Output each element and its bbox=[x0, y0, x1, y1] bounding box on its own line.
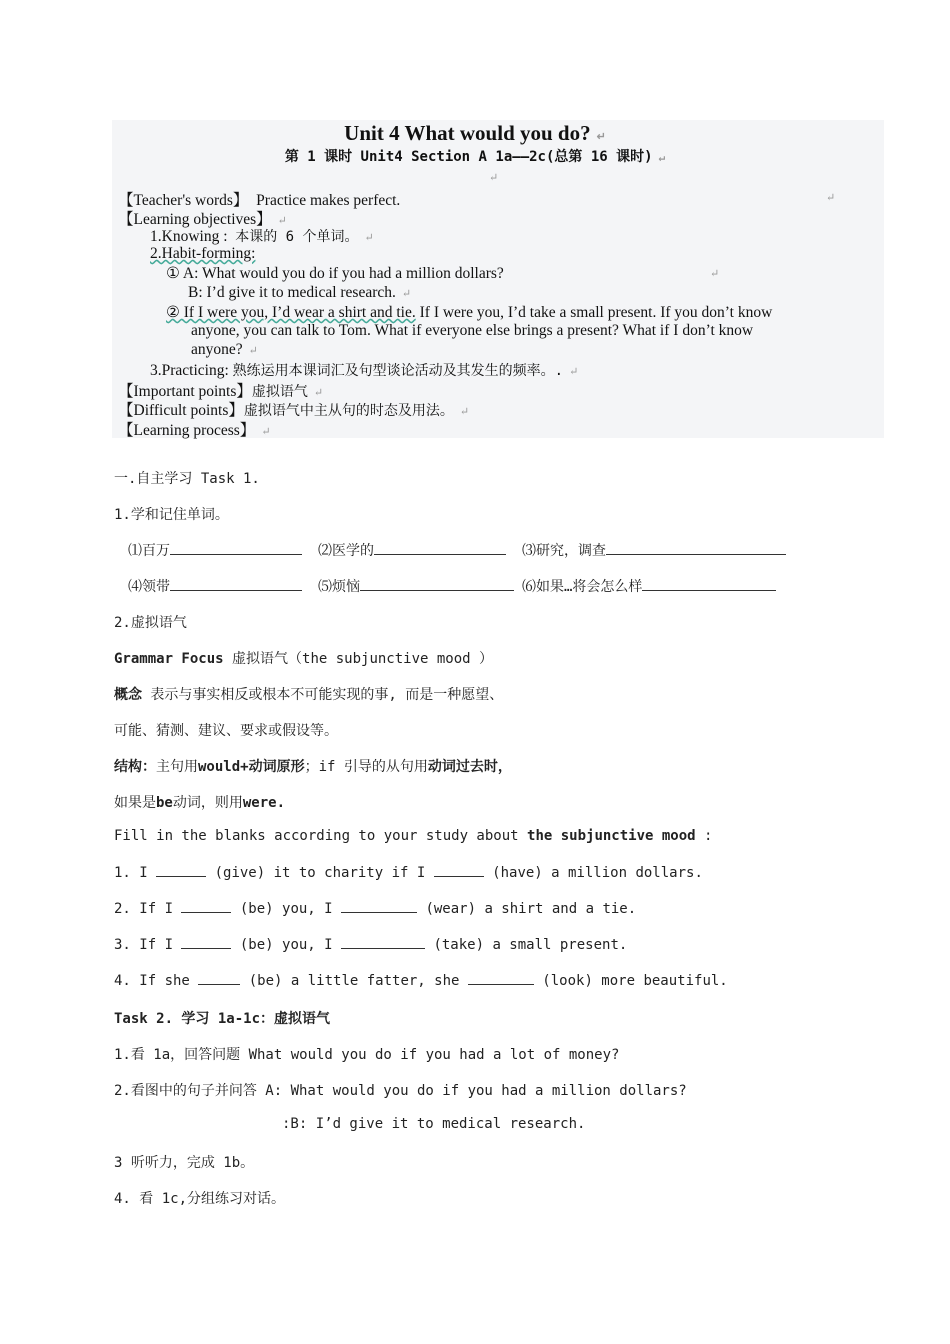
habit-dialog-b: B: I’d give it to medical research. ↵ bbox=[188, 284, 412, 301]
task2-step-2-answer: :B: I’d give it to medical research. bbox=[282, 1116, 586, 1132]
learning-process-label: 【Learning process】 ↵ bbox=[118, 422, 271, 439]
return-mark-icon: ↵ bbox=[710, 268, 720, 280]
learning-objectives-label: 【Learning objectives】 ↵ bbox=[118, 211, 287, 228]
be-verb-line: 如果是be动词，则用were. bbox=[114, 795, 286, 811]
concept-line: 概念 表示与事实相反或根本不可能实现的事, 而是一种愿望、 bbox=[114, 687, 504, 703]
answer-blank[interactable] bbox=[181, 900, 231, 913]
word-item: ⑶研究，调查 bbox=[522, 540, 786, 560]
habit-dialog-a: ① A: What would you do if you had a million dollars? bbox=[166, 265, 504, 282]
habit-example-2: ② If I were you, I’d wear a shirt and tie. If I were you, I’d take a small present. If you don’t know bbox=[166, 304, 773, 321]
return-mark-icon: ↵ bbox=[826, 192, 836, 204]
grammar-focus: Grammar Focus 虚拟语气（the subjunctive mood ） bbox=[114, 651, 494, 667]
exercise-2: 2. If I (be) you, I (wear) a shirt and a tie. bbox=[114, 901, 637, 917]
task2-step-2: 2.看图中的句子并问答 A: What would you do if you had a million dollars? bbox=[114, 1083, 687, 1099]
task2-step-1: 1.看 1a，回答问题 What would you do if you had a lot of money? bbox=[114, 1047, 620, 1063]
words-title: 1.学和记住单词。 bbox=[114, 507, 229, 523]
unit-title: Unit 4 What would you do? ↵ bbox=[344, 121, 606, 145]
answer-blank[interactable] bbox=[341, 900, 417, 913]
fill-instructions: Fill in the blanks according to your study about the subjunctive mood : bbox=[114, 828, 713, 844]
word-item: ⑹如果…将会怎么样 bbox=[522, 576, 776, 596]
word-item: ⑸烦恼 bbox=[318, 576, 514, 596]
habit-example-2-end: anyone? ↵ bbox=[191, 341, 258, 358]
subjunctive-title: 2.虚拟语气 bbox=[114, 615, 187, 631]
task2-heading: Task 2. 学习 1a-1c：虚拟语气 bbox=[114, 1011, 331, 1027]
habit-example-2-cont: anyone, you can talk to Tom. What if everyone else brings a present? What if I don’t know bbox=[191, 322, 754, 339]
return-mark-icon: ↵ bbox=[596, 131, 606, 143]
teachers-words: 【Teacher's words】 Practice makes perfect. bbox=[118, 192, 401, 209]
habit-forming-line: 2.Habit-forming: bbox=[150, 245, 256, 262]
answer-blank[interactable] bbox=[198, 972, 240, 985]
exercise-1: 1. I (give) it to charity if I (have) a million dollars. bbox=[114, 865, 703, 881]
word-item: ⑵医学的 bbox=[318, 540, 506, 560]
important-points: 【Important points】虚拟语气 ↵ bbox=[118, 383, 324, 400]
exercise-4: 4. If she (be) a little fatter, she (look) more beautiful. bbox=[114, 973, 728, 989]
answer-blank[interactable] bbox=[181, 936, 231, 949]
word-item: ⑴百万 bbox=[128, 540, 302, 560]
structure-line: 结构：主句用would+动词原形；if 引导的从句用动词过去时， bbox=[114, 759, 512, 775]
task2-step-4: 4. 看 1c,分组练习对话。 bbox=[114, 1191, 286, 1207]
knowing-line: 1.Knowing : 本课的 6 个单词。 ↵ bbox=[150, 228, 374, 245]
lesson-subtitle: 第 1 课时 Unit4 Section A 1a——2c(总第 16 课时) ↵ bbox=[284, 149, 666, 165]
task2-step-3: 3 听听力，完成 1b。 bbox=[114, 1155, 255, 1171]
answer-blank[interactable] bbox=[341, 936, 425, 949]
answer-blank[interactable] bbox=[434, 864, 484, 877]
difficult-points: 【Difficult points】虚拟语气中主从句的时态及用法。 ↵ bbox=[118, 402, 470, 419]
return-mark-icon: ↵ bbox=[658, 151, 666, 164]
answer-blank[interactable] bbox=[156, 864, 206, 877]
word-item: ⑷领带 bbox=[128, 576, 302, 596]
answer-blank[interactable] bbox=[468, 972, 534, 985]
practicing-line: 3.Practicing: 熟练运用本课词汇及句型谈论活动及其发生的频率。. ↵ bbox=[150, 362, 579, 379]
exercise-3: 3. If I (be) you, I (take) a small present. bbox=[114, 937, 628, 953]
return-mark-icon: ↵ bbox=[489, 172, 499, 184]
task1-heading: 一.自主学习 Task 1. bbox=[114, 471, 260, 487]
concept-line-cont: 可能、猜测、建议、要求或假设等。 bbox=[114, 723, 338, 739]
